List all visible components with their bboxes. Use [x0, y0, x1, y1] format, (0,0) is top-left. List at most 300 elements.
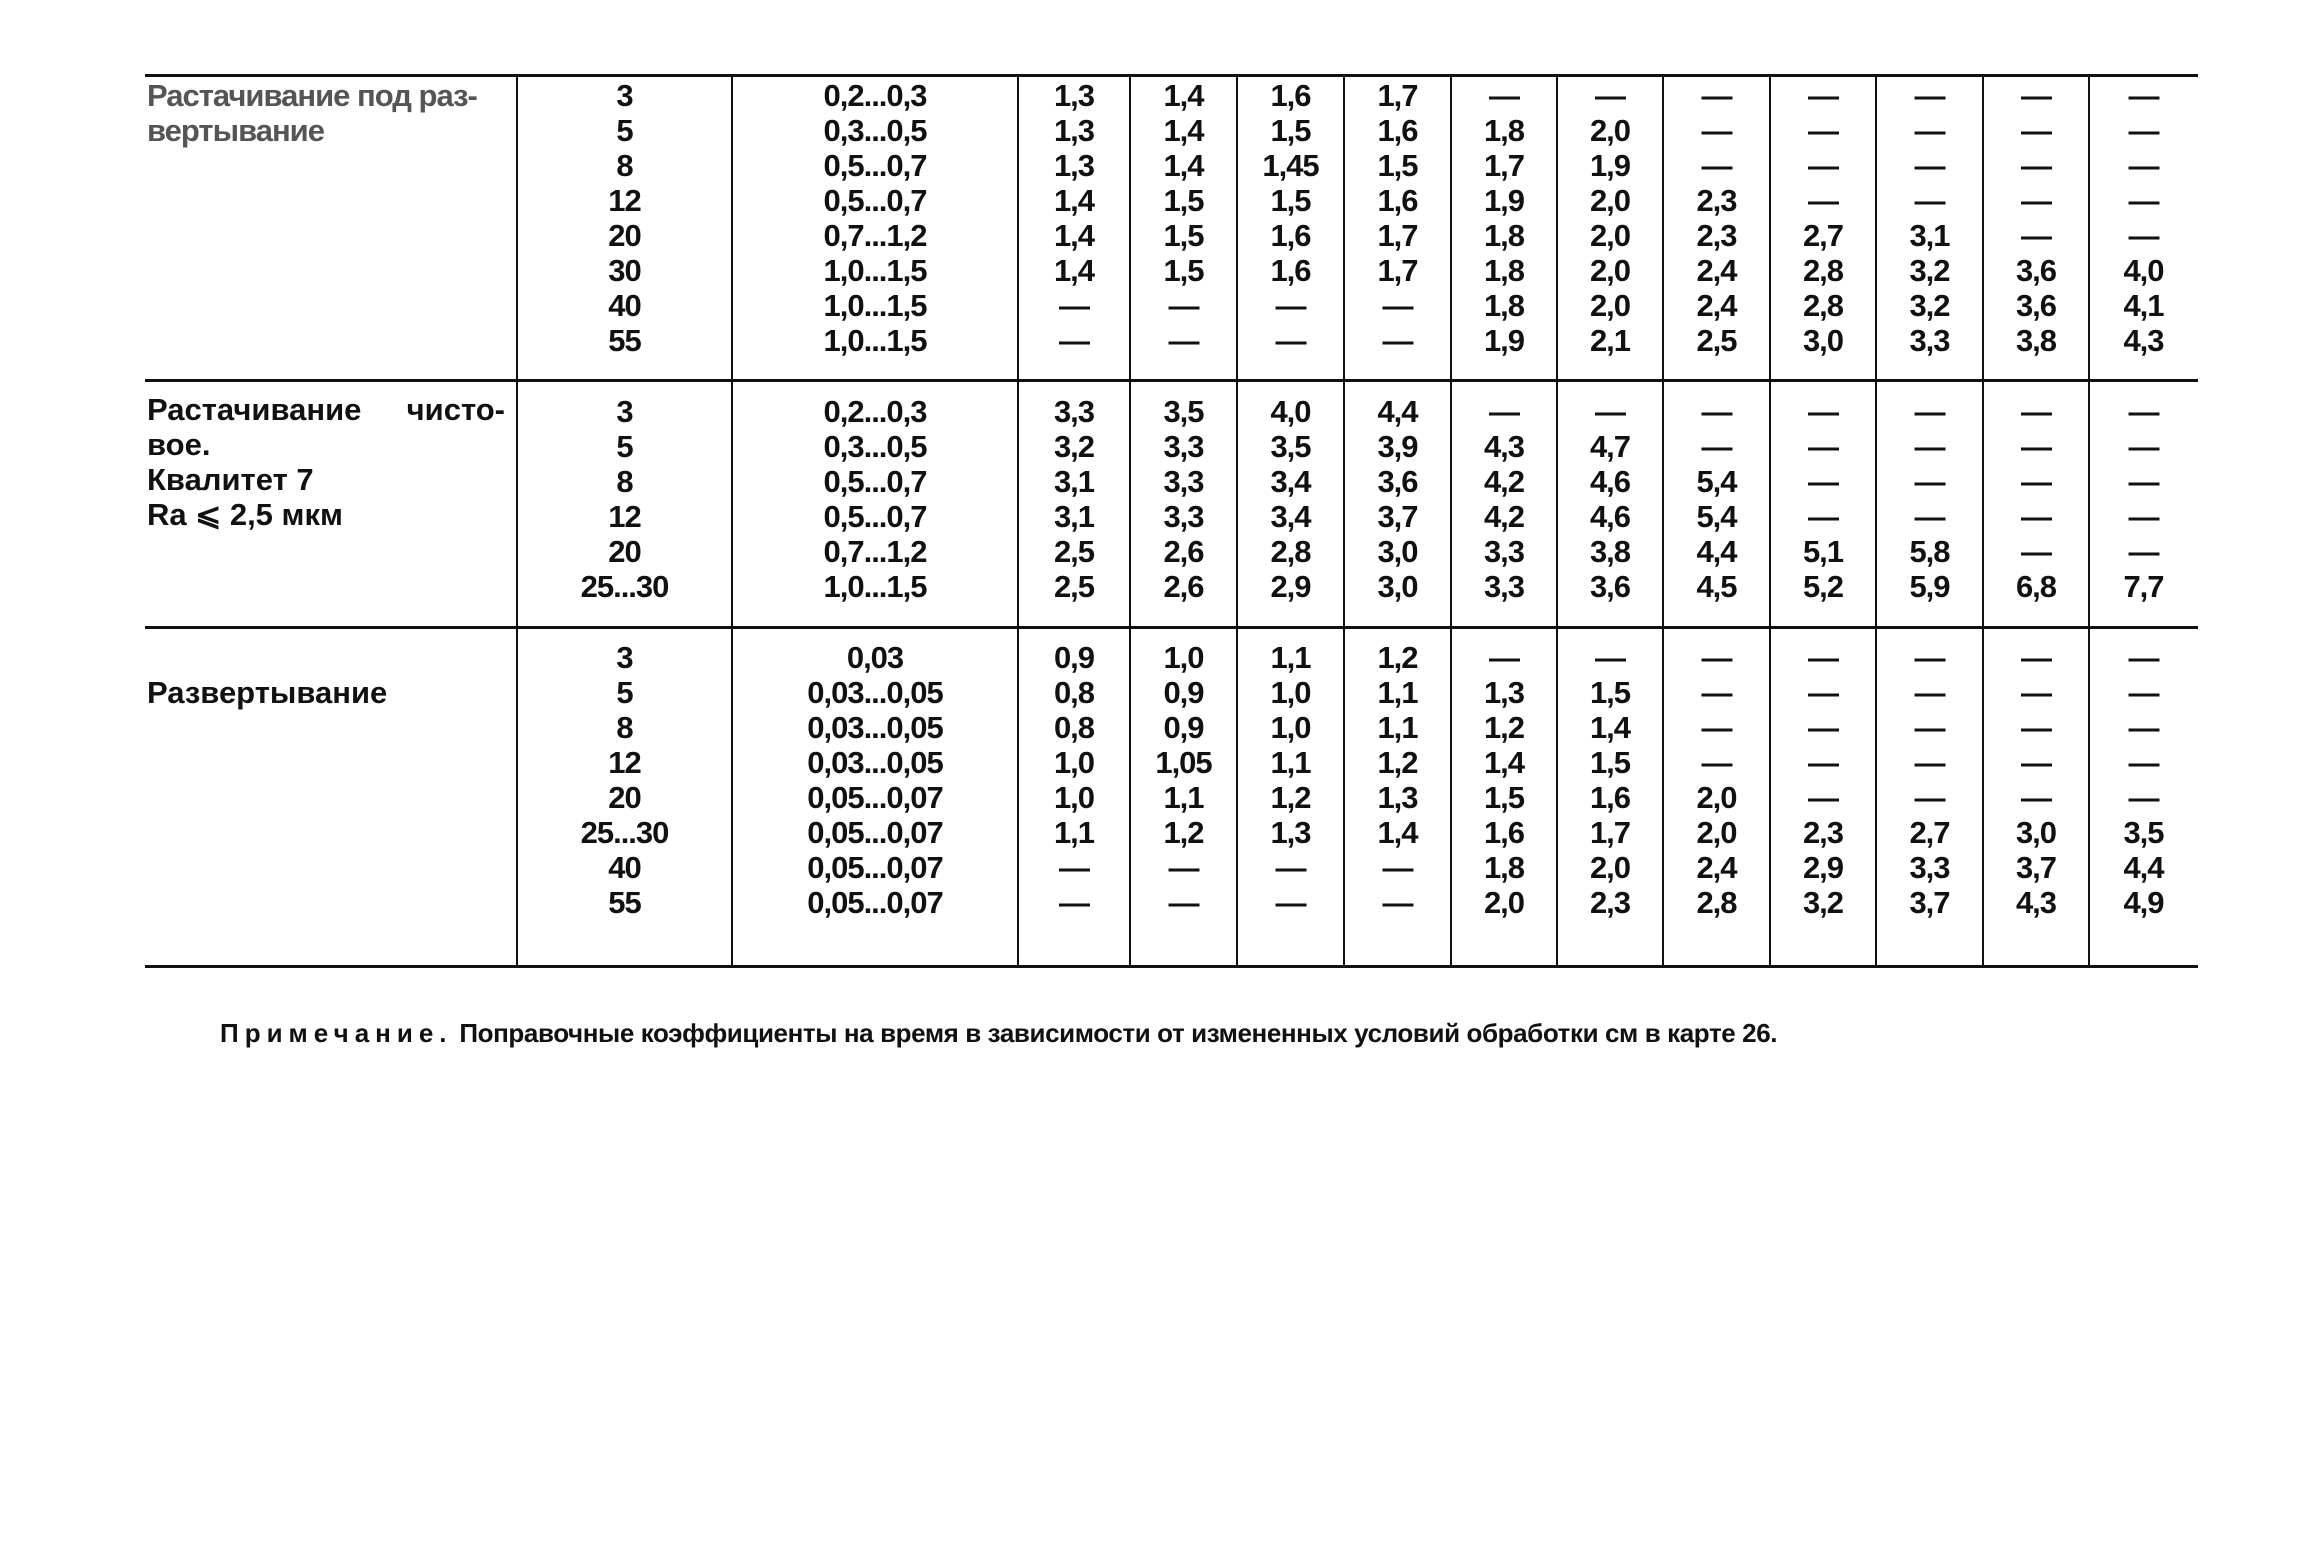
operation-label-line: Квалитет 7 [147, 462, 314, 497]
operation-label-line: вое. [147, 427, 211, 462]
value-cell: — [1701, 640, 1732, 675]
operation-label-line: Растачивание под раз- [147, 78, 477, 113]
value-cell: 1,4 [1053, 183, 1095, 218]
value-cell: — [1808, 745, 1838, 780]
value-cell: 1,8 [1483, 113, 1525, 148]
value-cell: — [1275, 850, 1306, 885]
value-cell: 3,5 [2123, 815, 2164, 850]
value-cell: 0,9 [1053, 640, 1095, 675]
value-cell: 2,3 [1696, 183, 1737, 218]
value-cell: 1,5 [1270, 183, 1311, 218]
value-cell: — [1914, 710, 1945, 745]
value-cell: 3,4 [1270, 464, 1311, 499]
diameter-cell: 55 [608, 885, 641, 920]
value-cell: — [2021, 534, 2051, 569]
value-cell: 3,3 [1163, 429, 1204, 464]
value-cell: 1,1 [1377, 675, 1418, 710]
value-cell: 4,6 [1589, 499, 1631, 534]
table-rule-horizontal [145, 626, 2198, 629]
value-cell: 2,5 [1696, 323, 1737, 358]
table-note [220, 1018, 1777, 1049]
value-cell: 4,0 [1270, 394, 1311, 429]
value-cell: — [1914, 675, 1945, 710]
value-cell: 1,8 [1483, 850, 1525, 885]
value-cell: 2,5 [1053, 569, 1095, 604]
value-cell: 3,0 [1377, 569, 1418, 604]
value-cell: 3,8 [1589, 534, 1631, 569]
operation-label-line [147, 392, 505, 427]
value-cell: — [1808, 675, 1838, 710]
diameter-cell: 55 [608, 323, 641, 358]
value-cell: — [2128, 148, 2159, 183]
feed-cell: 0,3...0,5 [823, 113, 927, 148]
value-cell: — [2021, 429, 2051, 464]
note-lead: Примечание. [220, 1018, 453, 1048]
value-cell: — [2021, 78, 2051, 113]
feed-cell: 0,03...0,05 [807, 745, 943, 780]
value-cell: — [1275, 323, 1306, 358]
feed-cell: 0,03...0,05 [807, 675, 943, 710]
operation-label-line: Развертывание [147, 675, 388, 710]
value-cell: — [2128, 429, 2159, 464]
value-cell: 2,0 [1589, 218, 1631, 253]
value-cell: 3,3 [1483, 534, 1525, 569]
value-cell: 1,6 [1270, 218, 1311, 253]
value-cell: — [1914, 499, 1945, 534]
value-cell: 1,6 [1377, 183, 1418, 218]
value-cell: 3,0 [2015, 815, 2057, 850]
value-cell: 3,3 [1053, 394, 1095, 429]
value-cell: 2,3 [1696, 218, 1737, 253]
value-cell: — [1808, 183, 1838, 218]
value-cell: 3,6 [1589, 569, 1631, 604]
diameter-cell: 3 [616, 78, 633, 113]
table-rule-horizontal [145, 74, 2198, 77]
value-cell: 4,3 [2015, 885, 2057, 920]
feed-cell: 0,05...0,07 [807, 885, 943, 920]
value-cell: 2,0 [1589, 113, 1631, 148]
value-cell: — [2128, 780, 2159, 815]
value-cell: 4,2 [1483, 499, 1525, 534]
value-cell: 1,4 [1053, 218, 1095, 253]
value-cell: 1,5 [1163, 183, 1204, 218]
value-cell: 3,3 [1909, 850, 1950, 885]
value-cell: 1,1 [1270, 745, 1311, 780]
value-cell: 3,3 [1163, 464, 1204, 499]
value-cell: 1,7 [1377, 253, 1418, 288]
diameter-cell: 20 [608, 780, 641, 815]
value-cell: 1,3 [1270, 815, 1311, 850]
value-cell: 5,9 [1909, 569, 1950, 604]
value-cell: 2,3 [1802, 815, 1844, 850]
value-cell: 4,0 [2123, 253, 2164, 288]
value-cell: 4,2 [1483, 464, 1525, 499]
diameter-cell: 25...30 [580, 569, 669, 604]
value-cell: 3,0 [1802, 323, 1844, 358]
value-cell: 1,9 [1483, 323, 1525, 358]
feed-cell: 1,0...1,5 [823, 569, 927, 604]
value-cell: 4,3 [2123, 323, 2164, 358]
value-cell: 4,7 [1589, 429, 1631, 464]
diameter-cell: 20 [608, 534, 641, 569]
diameter-cell: 12 [608, 745, 641, 780]
value-cell: 1,0 [1270, 710, 1311, 745]
value-cell: — [1808, 710, 1838, 745]
value-cell: 3,2 [1909, 253, 1950, 288]
operation-label [147, 392, 505, 532]
value-cell: — [1059, 323, 1089, 358]
value-cell: 2,0 [1696, 815, 1737, 850]
value-cell: 0,8 [1053, 710, 1095, 745]
value-cell: 1,1 [1053, 815, 1095, 850]
value-cell: 1,6 [1270, 78, 1311, 113]
value-cell: — [1595, 394, 1625, 429]
value-cell: — [1059, 288, 1089, 323]
value-cell: 5,8 [1909, 534, 1950, 569]
value-cell: — [1808, 78, 1838, 113]
value-cell: 3,9 [1377, 429, 1418, 464]
value-cell: — [1808, 148, 1838, 183]
value-cell: — [1595, 78, 1625, 113]
value-cell: — [1808, 429, 1838, 464]
value-cell: 1,5 [1377, 148, 1418, 183]
value-cell: 1,6 [1483, 815, 1525, 850]
value-cell: — [1914, 394, 1945, 429]
value-cell: 1,5 [1163, 253, 1204, 288]
value-cell: — [2128, 640, 2159, 675]
value-cell: 2,4 [1696, 288, 1737, 323]
value-cell: — [1168, 885, 1199, 920]
value-cell: — [1701, 394, 1732, 429]
feed-cell: 0,5...0,7 [823, 464, 927, 499]
feed-cell: 0,03...0,05 [807, 710, 943, 745]
value-cell: 1,3 [1053, 113, 1095, 148]
value-cell: 3,2 [1802, 885, 1844, 920]
value-cell: — [1489, 640, 1519, 675]
operation-label-line: Ra ⩽ 2,5 мкм [147, 497, 343, 532]
feed-cell: 0,5...0,7 [823, 183, 927, 218]
value-cell: 1,0 [1053, 780, 1095, 815]
value-cell: 2,0 [1483, 885, 1525, 920]
value-cell: — [1808, 640, 1838, 675]
value-cell: 2,4 [1696, 253, 1737, 288]
diameter-cell: 40 [608, 288, 641, 323]
value-cell: 1,1 [1377, 710, 1418, 745]
value-cell: — [1701, 113, 1732, 148]
value-cell: — [2021, 218, 2051, 253]
value-cell: 1,1 [1270, 640, 1311, 675]
value-cell: — [1701, 78, 1732, 113]
value-cell: — [1382, 288, 1413, 323]
value-cell: — [1808, 780, 1838, 815]
value-cell: 1,5 [1270, 113, 1311, 148]
value-cell: — [2128, 78, 2159, 113]
value-cell: 4,4 [2123, 850, 2164, 885]
value-cell: — [2128, 534, 2159, 569]
value-cell: — [1808, 113, 1838, 148]
value-cell: — [1701, 429, 1732, 464]
operation-label [147, 78, 505, 148]
feed-cell: 0,05...0,07 [807, 780, 943, 815]
value-cell: — [1808, 464, 1838, 499]
value-cell: 1,6 [1589, 780, 1631, 815]
value-cell: 1,2 [1483, 710, 1525, 745]
value-cell: 3,0 [1377, 534, 1418, 569]
value-cell: — [2128, 745, 2159, 780]
value-cell: 4,3 [1483, 429, 1525, 464]
value-cell: 2,0 [1696, 780, 1737, 815]
value-cell: 1,3 [1483, 675, 1525, 710]
value-cell: 1,5 [1589, 745, 1631, 780]
value-cell: 1,45 [1262, 148, 1319, 183]
value-cell: 4,1 [2123, 288, 2164, 323]
diameter-cell: 5 [616, 429, 633, 464]
value-cell: — [1275, 288, 1306, 323]
value-cell: 3,6 [2015, 253, 2057, 288]
value-cell: 1,5 [1483, 780, 1525, 815]
diameter-cell: 12 [608, 499, 641, 534]
value-cell: 3,3 [1163, 499, 1204, 534]
diameter-cell: 3 [616, 640, 633, 675]
value-cell: 2,8 [1270, 534, 1311, 569]
value-cell: — [2021, 745, 2051, 780]
value-cell: 1,4 [1163, 78, 1204, 113]
value-cell: — [2021, 640, 2051, 675]
diameter-cell: 30 [608, 253, 641, 288]
diameter-cell: 8 [616, 464, 633, 499]
value-cell: — [1914, 640, 1945, 675]
value-cell: — [1275, 885, 1306, 920]
feed-cell: 0,05...0,07 [807, 815, 943, 850]
value-cell: 2,8 [1696, 885, 1737, 920]
value-cell: 2,6 [1163, 569, 1204, 604]
value-cell: 1,9 [1589, 148, 1631, 183]
diameter-cell: 25...30 [580, 815, 669, 850]
diameter-cell: 20 [608, 218, 641, 253]
feed-cell: 0,5...0,7 [823, 499, 927, 534]
value-cell: 1,3 [1377, 780, 1418, 815]
value-cell: — [1808, 394, 1838, 429]
time-table [145, 74, 2198, 966]
value-cell: 1,7 [1377, 218, 1418, 253]
value-cell: — [2021, 148, 2051, 183]
value-cell: — [1701, 148, 1732, 183]
value-cell: 1,4 [1163, 113, 1204, 148]
value-cell: — [2128, 394, 2159, 429]
feed-cell: 0,3...0,5 [823, 429, 927, 464]
value-cell: 3,3 [1483, 569, 1525, 604]
value-cell: 3,5 [1270, 429, 1311, 464]
value-cell: — [1382, 850, 1413, 885]
diameter-cell: 5 [616, 113, 633, 148]
value-cell: — [1382, 323, 1413, 358]
value-cell: 2,8 [1802, 288, 1844, 323]
value-cell: 3,7 [2015, 850, 2057, 885]
value-cell: 0,9 [1163, 710, 1204, 745]
feed-cell: 1,0...1,5 [823, 288, 927, 323]
value-cell: 1,1 [1163, 780, 1204, 815]
diameter-cell: 8 [616, 710, 633, 745]
value-cell: 3,1 [1053, 464, 1095, 499]
value-cell: 1,2 [1377, 745, 1418, 780]
value-cell: 3,1 [1053, 499, 1095, 534]
value-cell: 2,0 [1589, 288, 1631, 323]
value-cell: — [1914, 429, 1945, 464]
value-cell: 1,0 [1270, 675, 1311, 710]
value-cell: — [1914, 183, 1945, 218]
value-cell: 1,2 [1377, 640, 1418, 675]
operation-label-word: чисто- [406, 392, 505, 427]
value-cell: 1,4 [1483, 745, 1525, 780]
operation-label-word: Растачивание [147, 392, 362, 427]
value-cell: — [2021, 394, 2051, 429]
note-text: Поправочные коэффициенты на время в зависимости от измененных условий обработки см в карте 26. [459, 1018, 1778, 1048]
value-cell: 1,7 [1589, 815, 1631, 850]
value-cell: 2,1 [1589, 323, 1631, 358]
table-rule-horizontal [145, 379, 2198, 382]
value-cell: 1,7 [1483, 148, 1525, 183]
value-cell: — [1914, 78, 1945, 113]
value-cell: 1,4 [1377, 815, 1418, 850]
feed-cell: 1,0...1,5 [823, 253, 927, 288]
value-cell: 1,0 [1053, 745, 1095, 780]
value-cell: 3,3 [1909, 323, 1950, 358]
operation-label-line: вертывание [147, 113, 324, 148]
value-cell: 1,4 [1053, 253, 1095, 288]
value-cell: — [1914, 464, 1945, 499]
value-cell: 1,6 [1270, 253, 1311, 288]
value-cell: — [2021, 780, 2051, 815]
value-cell: 1,5 [1163, 218, 1204, 253]
value-cell: — [2021, 710, 2051, 745]
value-cell: — [2021, 113, 2051, 148]
value-cell: 5,4 [1696, 464, 1737, 499]
value-cell: 0,9 [1163, 675, 1204, 710]
value-cell: — [1168, 323, 1199, 358]
value-cell: 2,0 [1589, 850, 1631, 885]
value-cell: — [1489, 78, 1519, 113]
value-cell: 4,4 [1377, 394, 1418, 429]
feed-cell: 0,03 [846, 640, 904, 675]
value-cell: 2,6 [1163, 534, 1204, 569]
value-cell: 2,4 [1696, 850, 1737, 885]
feed-cell: 0,7...1,2 [823, 218, 927, 253]
value-cell: — [1059, 850, 1089, 885]
value-cell: — [1489, 394, 1519, 429]
value-cell: 1,3 [1053, 78, 1095, 113]
feed-cell: 0,2...0,3 [823, 394, 927, 429]
value-cell: 5,4 [1696, 499, 1737, 534]
value-cell: 3,2 [1053, 429, 1095, 464]
value-cell: 3,7 [1377, 499, 1418, 534]
value-cell: 3,2 [1909, 288, 1950, 323]
value-cell: 3,6 [1377, 464, 1418, 499]
diameter-cell: 3 [616, 394, 633, 429]
value-cell: — [1914, 148, 1945, 183]
value-cell: — [2021, 183, 2051, 218]
value-cell: — [1701, 710, 1732, 745]
value-cell: — [2128, 218, 2159, 253]
value-cell: 3,4 [1270, 499, 1311, 534]
feed-cell: 0,05...0,07 [807, 850, 943, 885]
value-cell: 2,8 [1802, 253, 1844, 288]
feed-cell: 0,5...0,7 [823, 148, 927, 183]
value-cell: 1,2 [1163, 815, 1204, 850]
value-cell: 1,7 [1377, 78, 1418, 113]
value-cell: 1,3 [1053, 148, 1095, 183]
value-cell: 4,5 [1696, 569, 1737, 604]
table-rule-horizontal [145, 965, 2198, 968]
value-cell: 3,6 [2015, 288, 2057, 323]
value-cell: — [1914, 780, 1945, 815]
value-cell: — [2128, 183, 2159, 218]
value-cell: 1,9 [1483, 183, 1525, 218]
value-cell: 3,5 [1163, 394, 1204, 429]
value-cell: 2,0 [1589, 183, 1631, 218]
value-cell: 5,1 [1802, 534, 1844, 569]
value-cell: — [2128, 675, 2159, 710]
value-cell: 4,4 [1696, 534, 1737, 569]
value-cell: 2,9 [1802, 850, 1844, 885]
value-cell: 1,05 [1155, 745, 1212, 780]
operation-label [147, 675, 505, 710]
value-cell: 2,9 [1270, 569, 1311, 604]
feed-cell: 0,7...1,2 [823, 534, 927, 569]
value-cell: 2,3 [1589, 885, 1631, 920]
value-cell: — [1914, 113, 1945, 148]
value-cell: 0,8 [1053, 675, 1095, 710]
value-cell: — [2021, 464, 2051, 499]
value-cell: 4,9 [2123, 885, 2164, 920]
value-cell: — [1059, 885, 1089, 920]
value-cell: 7,7 [2123, 569, 2164, 604]
value-cell: 6,8 [2015, 569, 2057, 604]
value-cell: 1,8 [1483, 253, 1525, 288]
value-cell: 3,1 [1909, 218, 1950, 253]
value-cell: — [1382, 885, 1413, 920]
diameter-cell: 12 [608, 183, 641, 218]
value-cell: 5,2 [1802, 569, 1844, 604]
value-cell: 1,4 [1589, 710, 1631, 745]
feed-cell: 0,2...0,3 [823, 78, 927, 113]
value-cell: — [2021, 675, 2051, 710]
value-cell: 1,0 [1163, 640, 1204, 675]
value-cell: 3,7 [1909, 885, 1950, 920]
value-cell: 3,8 [2015, 323, 2057, 358]
value-cell: 1,8 [1483, 218, 1525, 253]
value-cell: 4,6 [1589, 464, 1631, 499]
value-cell: 1,6 [1377, 113, 1418, 148]
value-cell: 2,5 [1053, 534, 1095, 569]
value-cell: — [2021, 499, 2051, 534]
diameter-cell: 8 [616, 148, 633, 183]
diameter-cell: 5 [616, 675, 633, 710]
value-cell: — [2128, 710, 2159, 745]
value-cell: — [2128, 464, 2159, 499]
value-cell: — [1168, 288, 1199, 323]
value-cell: 1,4 [1163, 148, 1204, 183]
value-cell: 2,7 [1909, 815, 1950, 850]
value-cell: 1,5 [1589, 675, 1631, 710]
value-cell: 1,2 [1270, 780, 1311, 815]
value-cell: — [2128, 499, 2159, 534]
value-cell: — [1701, 675, 1732, 710]
value-cell: — [1914, 745, 1945, 780]
value-cell: — [1808, 499, 1838, 534]
value-cell: — [2128, 113, 2159, 148]
value-cell: 1,8 [1483, 288, 1525, 323]
value-cell: — [1595, 640, 1625, 675]
